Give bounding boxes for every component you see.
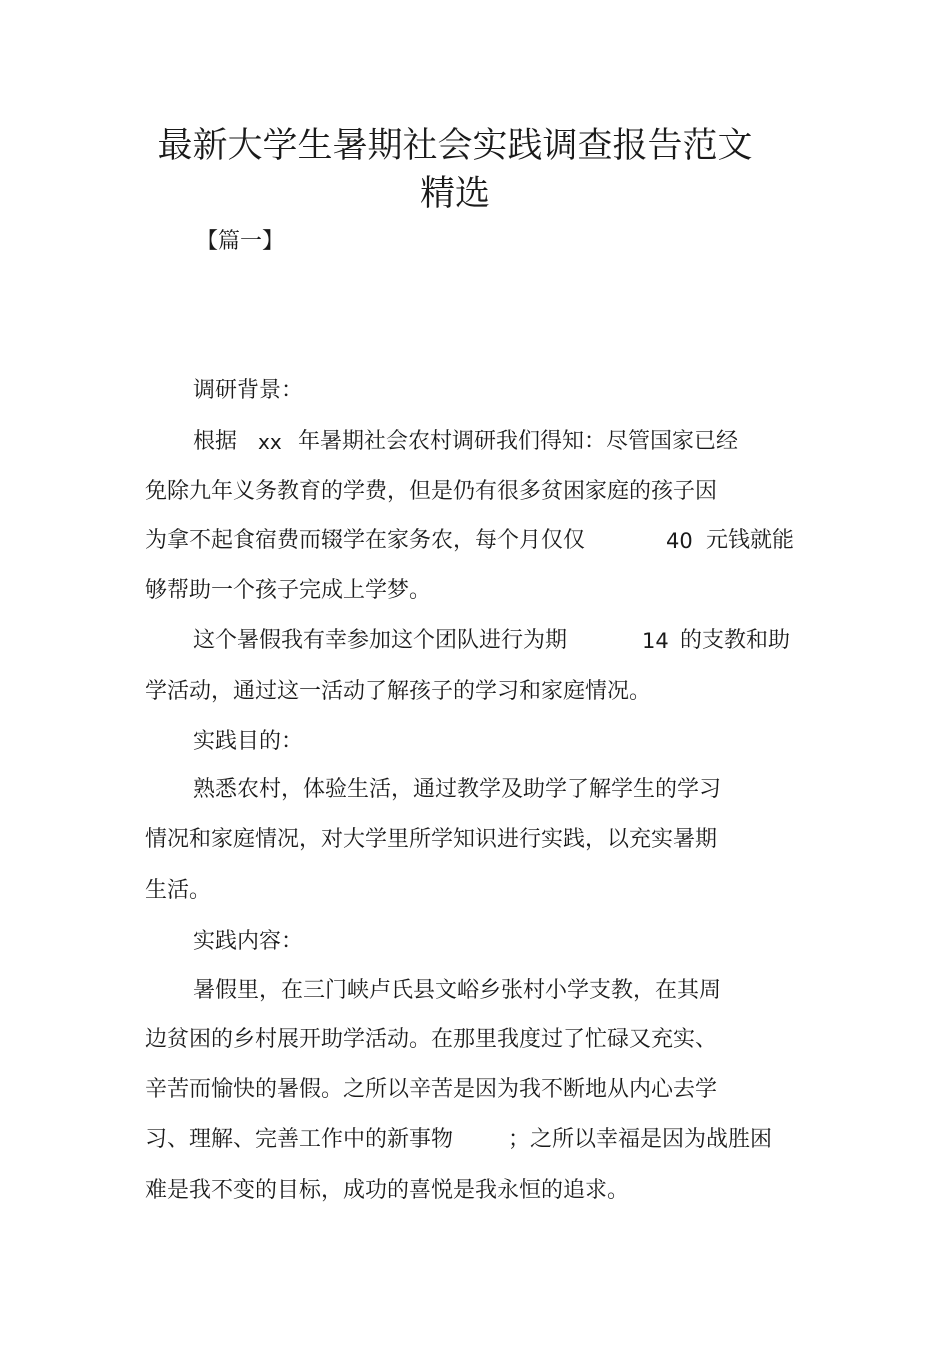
text-segment: 根据: [193, 429, 238, 454]
document-title-line-1: 最新大学生暑期社会实践调查报告范文: [157, 126, 753, 166]
paragraph-line: 免除九年义务教育的学费，但是仍有很多贫困家庭的孩子因: [145, 479, 718, 504]
paragraph-line: 这个暑假我有幸参加这个团队进行为期: [193, 628, 568, 653]
paragraph-line: 为拿不起食宿费而辍学在家务农，每个月仅仅: [145, 528, 586, 553]
text-segment-number: xx: [258, 430, 282, 454]
heading-practice-purpose: 实践目的：: [193, 729, 304, 754]
heading-research-background: 调研背景：: [193, 378, 304, 403]
text-segment-number: 14: [642, 629, 669, 653]
paragraph-line: 辛苦而愉快的暑假。之所以辛苦是因为我不断地从内心去学: [145, 1077, 718, 1102]
paragraph-line: 习、理解、完善工作中的新事物: [145, 1127, 454, 1152]
paragraph-line: 生活。: [145, 878, 212, 903]
paragraph-line: 边贫困的乡村展开助学活动。在那里我度过了忙碌又充实、: [145, 1027, 718, 1052]
paragraph-line: [193, 427, 237, 457]
heading-practice-content: 实践内容：: [193, 929, 304, 954]
section-label: 【篇一】: [196, 229, 285, 254]
paragraph-line: 够帮助一个孩子完成上学梦。: [145, 578, 432, 603]
text-segment: 年暑期社会农村调研我们得知：尽管国家已经: [298, 429, 739, 454]
text-segment: 的支教和助: [680, 628, 791, 653]
text-segment: 元钱就能: [706, 528, 795, 553]
paragraph-line: 暑假里，在三门峡卢氏县文峪乡张村小学支教，在其周: [193, 978, 722, 1003]
paragraph-line: 学活动，通过这一活动了解孩子的学习和家庭情况。: [145, 679, 652, 704]
paragraph-line: 难是我不变的目标，成功的喜悦是我永恒的追求。: [145, 1178, 630, 1203]
text-segment: ；之所以幸福是因为战胜困: [508, 1127, 773, 1152]
paragraph-line: 情况和家庭情况，对大学里所学知识进行实践，以充实暑期: [145, 827, 718, 852]
document-title-line-2: 精选: [419, 174, 490, 214]
paragraph-line: 熟悉农村，体验生活，通过教学及助学了解学生的学习: [193, 777, 722, 802]
text-segment-number: 40: [666, 529, 693, 553]
